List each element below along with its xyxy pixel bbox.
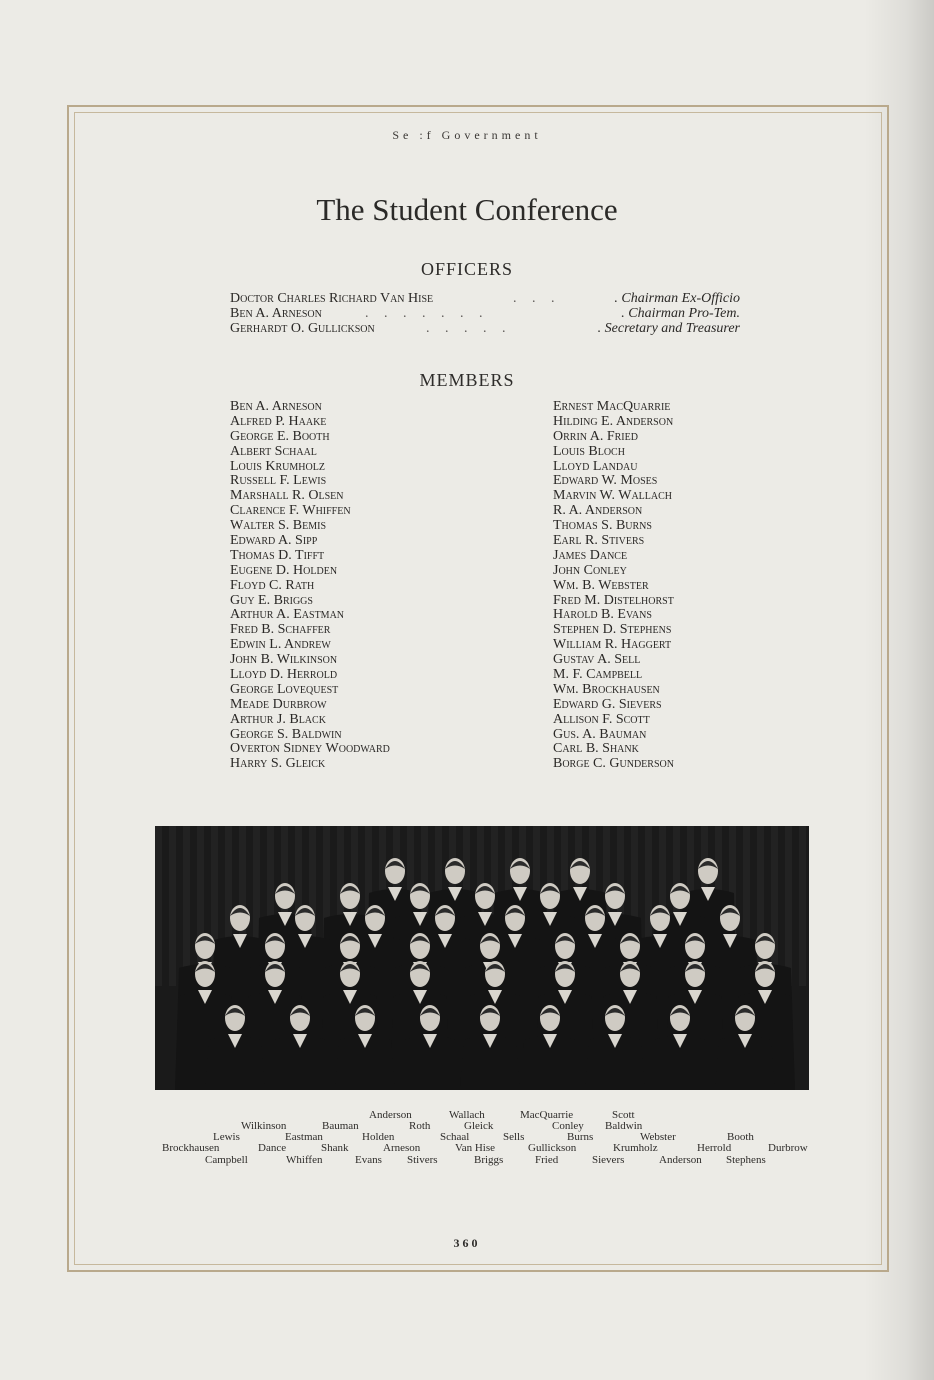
caption-name: Krumholz [613,1142,658,1154]
member-name: Lloyd Landau [553,458,638,474]
member-name: M. F. Campbell [553,667,643,683]
member-name: Allison F. Scott [553,711,650,727]
officer-name: Gerhardt O. Gullickson [230,321,375,336]
member-name: Fred B. Schaffer [230,622,331,638]
caption-name: Eastman [285,1131,323,1143]
caption-name: Booth [727,1131,754,1143]
member-name: Stephen D. Stephens [553,622,672,638]
caption-name: Stephens [726,1154,766,1166]
member-name: Thomas D. Tifft [230,547,325,563]
member-name: John Conley [553,562,627,578]
member-name: Louis Krumholz [230,458,325,474]
caption-name: Herrold [697,1142,732,1154]
member-name: Edward A. Sipp [230,533,318,549]
officer-role: . Chairman Pro-Tem. [621,306,740,321]
caption-name: Schaal [440,1131,470,1143]
caption-name: Anderson [659,1154,702,1166]
member-name: Earl R. Stivers [553,533,645,549]
caption-name: Webster [640,1131,676,1143]
caption-name: Wallach [449,1109,485,1121]
group-photo-drawing [155,826,809,1090]
officer-row [230,306,740,321]
page-number: 360 [453,1236,481,1250]
member-name: Wm. Brockhausen [553,681,660,697]
page-frame-inner [74,112,882,1265]
officers-heading: OFFICERS [420,259,514,279]
member-name: William R. Haggert [553,637,672,653]
member-name: Wm. B. Webster [553,577,649,593]
officer-name: Ben A. Arneson [230,306,322,321]
members-column-left [230,400,390,772]
caption-name: Holden [362,1131,395,1143]
page-title: The Student Conference [316,192,618,227]
caption-name: Whiffen [286,1154,323,1166]
member-name: Marshall R. Olsen [230,488,344,504]
member-name: Ernest MacQuarrie [553,399,671,414]
member-name: Ben A. Arneson [230,399,322,414]
member-name: Lloyd D. Herrold [230,667,338,683]
caption-name: Anderson [369,1109,412,1121]
caption-name: Campbell [205,1154,248,1166]
member-name: Meade Durbrow [230,696,327,712]
caption-name: Fried [535,1154,559,1166]
member-name: Edward W. Moses [553,473,658,489]
caption-name: Gullickson [528,1142,577,1154]
member-name: Hilding E. Anderson [553,413,674,429]
member-name: Guy E. Briggs [230,592,313,608]
officer-row [230,291,740,306]
member-name: Clarence F. Whiffen [230,503,351,519]
member-name: Gus. A. Bauman [553,726,647,742]
member-name: Floyd C. Rath [230,577,315,593]
officer-leader-dots: . . . [513,291,561,306]
caption-name: Wilkinson [241,1120,287,1132]
caption-name: MacQuarrie [520,1109,574,1121]
caption-name: Sells [503,1131,525,1143]
caption-name: Durbrow [768,1142,808,1154]
caption-name: Roth [409,1120,431,1132]
caption-name: Sievers [592,1154,625,1166]
member-name: George S. Baldwin [230,726,342,742]
member-name: George Lovequest [230,681,339,697]
caption-name: Van Hise [455,1142,496,1154]
member-name: Marvin W. Wallach [553,488,673,504]
caption-name: Scott [612,1109,635,1121]
caption-name: Briggs [474,1154,504,1166]
group-photograph [155,826,809,1090]
member-name: John B. Wilkinson [230,652,338,668]
caption-name: Brockhausen [162,1142,220,1154]
member-name: Eugene D. Holden [230,562,338,578]
member-name: Thomas S. Burns [553,518,652,534]
member-name: Borge C. Gunderson [553,756,674,772]
member-name: Overton Sidney Woodward [230,741,390,757]
running-head: Se :f Government [392,128,542,142]
officer-leader-dots: . . . . . [426,321,512,336]
caption-name: Stivers [407,1154,438,1166]
caption-name: Evans [355,1154,382,1166]
member-name: Carl B. Shank [553,741,639,757]
member-name: Fred M. Distelhorst [553,592,674,608]
officer-row [230,321,740,336]
member-name: George E. Booth [230,428,330,444]
caption-name: Baldwin [605,1120,643,1132]
member-name: Edwin L. Andrew [230,637,331,653]
caption-name: Dance [258,1142,287,1154]
member-name: Harold B. Evans [553,607,652,623]
member-name: Albert Schaal [230,443,317,459]
photo-caption-row-5 [0,1154,934,1166]
member-name: Alfred P. Haake [230,413,327,429]
photo-caption-row-4 [0,1142,934,1154]
member-name: Arthur A. Eastman [230,607,345,623]
member-name: Gustav A. Sell [553,652,641,668]
member-name: James Dance [553,547,628,563]
members-heading: MEMBERS [419,370,515,390]
officer-role: . Secretary and Treasurer [597,321,740,336]
member-name: Harry S. Gleick [230,756,326,772]
caption-name: Arneson [383,1142,421,1154]
officer-name: Doctor Charles Richard Van Hise [230,291,434,306]
member-name: R. A. Anderson [553,503,643,519]
members-column-right [553,400,674,772]
caption-name: Bauman [322,1120,359,1132]
caption-name: Burns [567,1131,594,1143]
member-name: Russell F. Lewis [230,473,327,489]
caption-name: Gleick [464,1120,494,1132]
member-name: Arthur J. Black [230,711,326,727]
caption-name: Shank [321,1142,349,1154]
officer-leader-dots: . . . . . . . [365,306,489,321]
officer-role: . Chairman Ex-Officio [614,291,740,306]
member-name: Edward G. Sievers [553,696,662,712]
member-name: Walter S. Bemis [230,518,327,534]
member-name: Orrin A. Fried [553,428,638,444]
caption-name: Conley [552,1120,584,1132]
member-name: Louis Bloch [553,443,625,459]
caption-name: Lewis [213,1131,240,1143]
